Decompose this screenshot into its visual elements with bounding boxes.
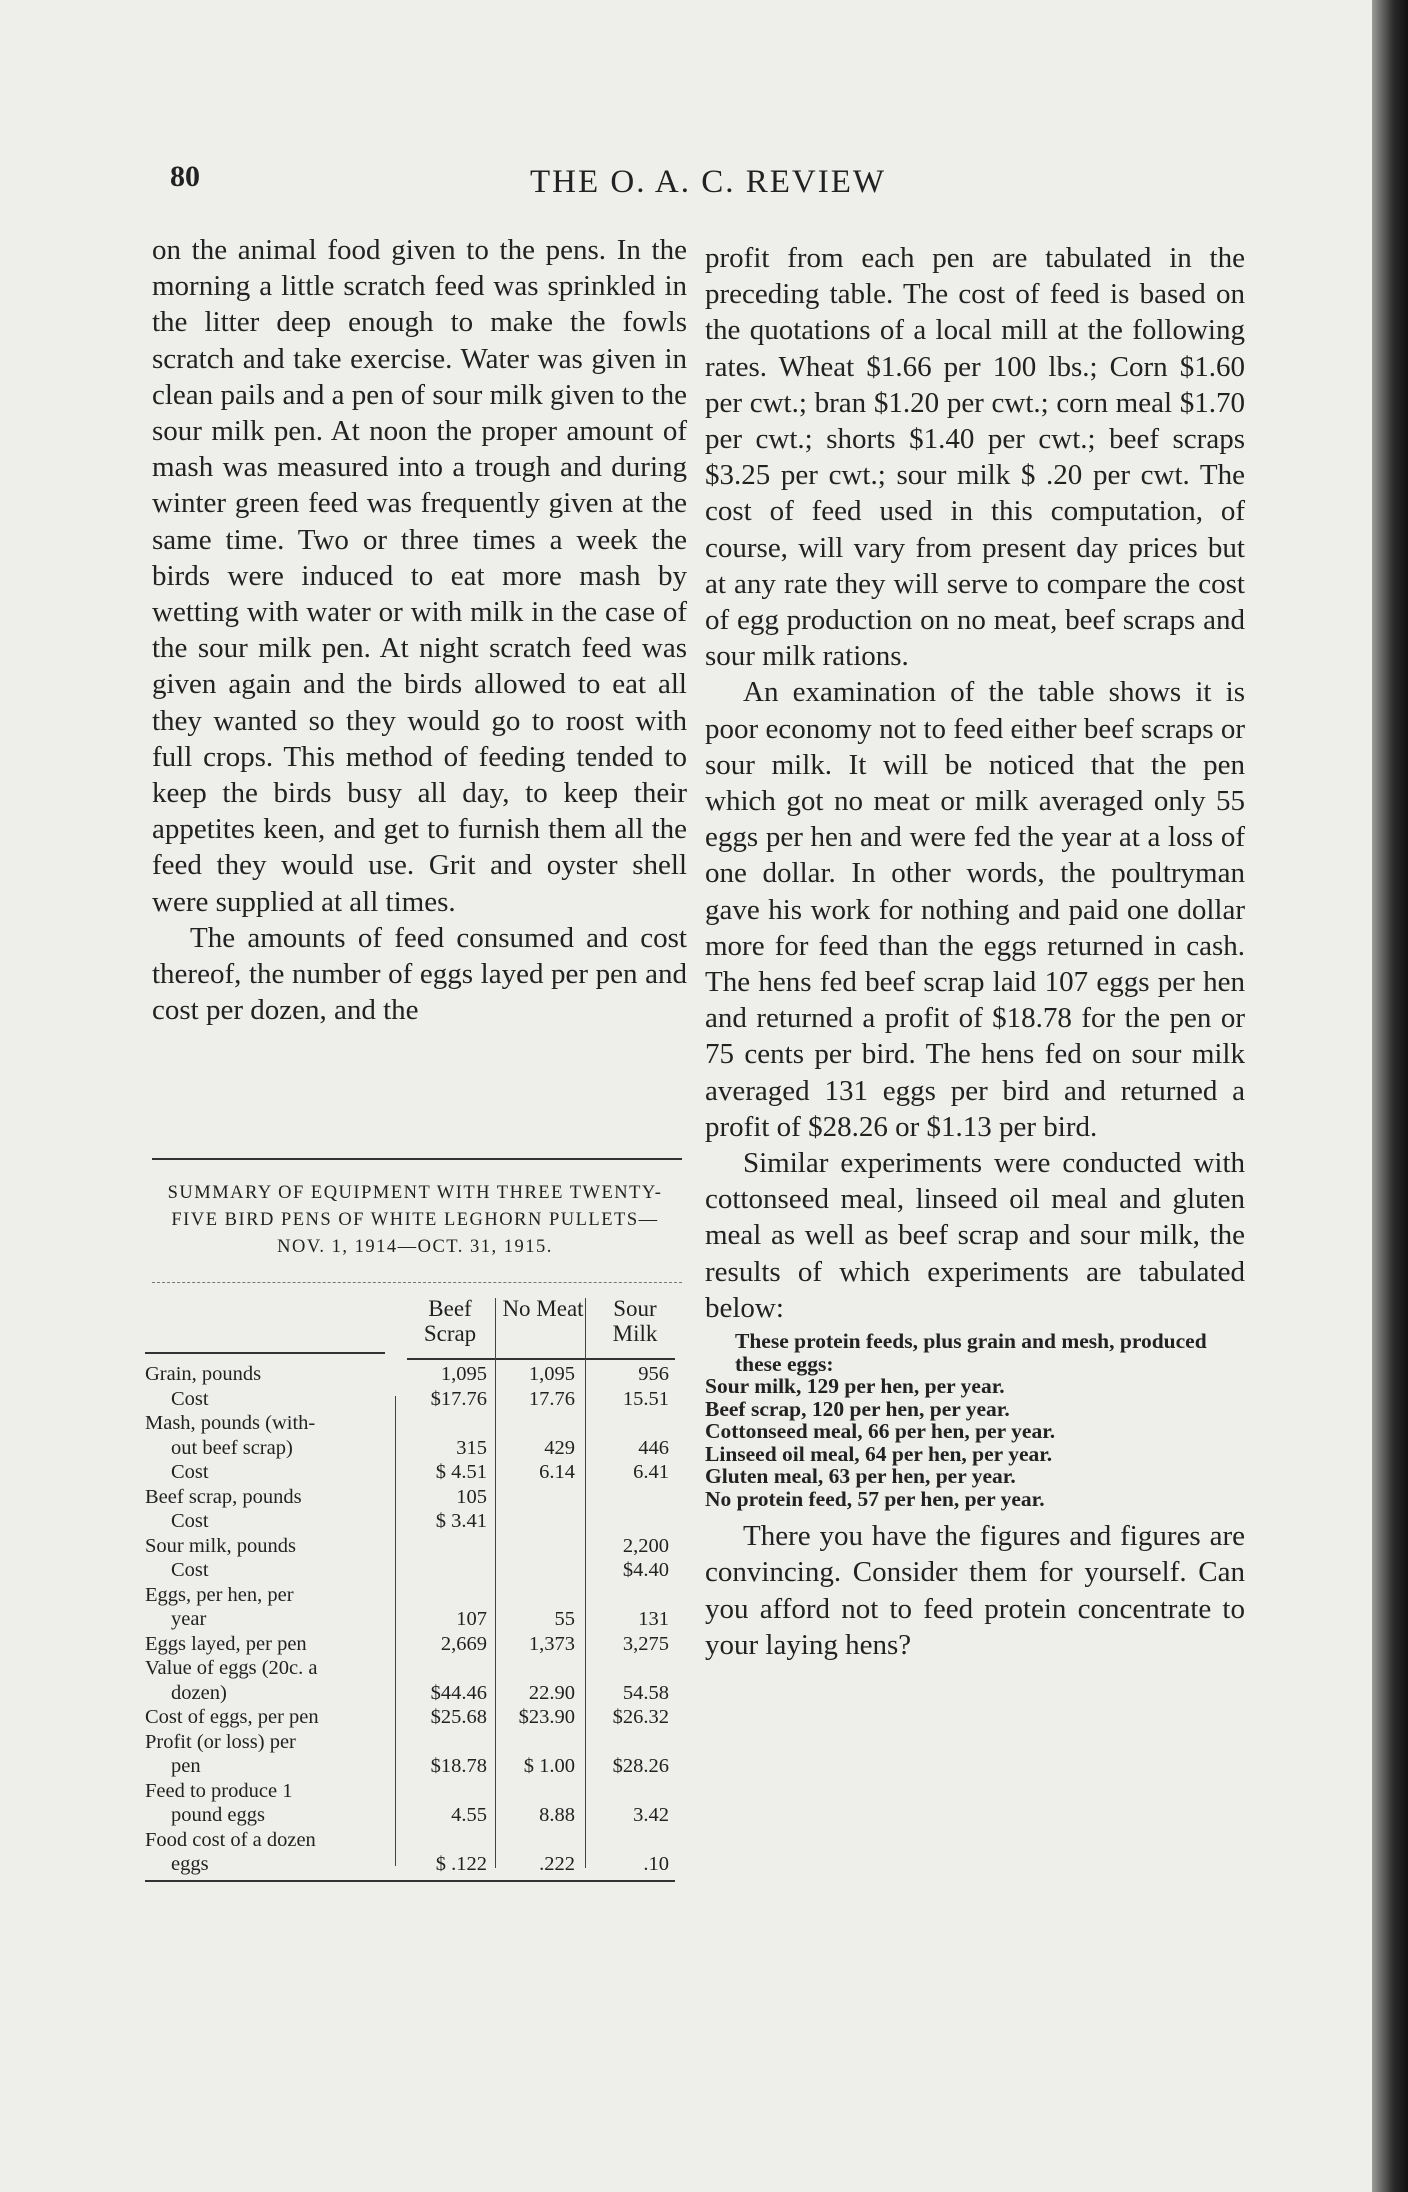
right-paragraph-3: Similar experiments were conducted with cottonseed meal, linseed oil meal and gluten meal as well as beef scrap and sour milk, the results of which experiments are tabulated below:	[705, 1147, 1245, 1324]
row-value: 2,200	[622, 1534, 669, 1557]
row-value: 55	[554, 1608, 575, 1630]
row-label: Cost of eggs, per pen	[145, 1706, 319, 1728]
table-row	[145, 1779, 675, 1804]
table-row	[145, 1632, 675, 1657]
column-header-no-meat: No Meat	[502, 1296, 584, 1321]
row-label: Value of eggs (20c. a	[145, 1657, 318, 1679]
row-value: 131	[638, 1608, 669, 1630]
row-label: Eggs layed, per pen	[145, 1632, 307, 1655]
table-row	[145, 1607, 675, 1632]
table-row	[145, 1558, 675, 1583]
table-caption-line: NOV. 1, 1914—OCT. 31, 1915.	[277, 1237, 553, 1257]
journal-title: THE O. A. C. REVIEW	[530, 164, 887, 200]
row-label: dozen)	[171, 1681, 227, 1704]
row-label: Beef scrap, pounds	[145, 1485, 302, 1508]
right-paragraph-2: An examination of the table shows it is poor economy not to feed either beef scraps or sour milk. It will be noticed that the pen which got no meat or milk averaged only 55 eggs per hen and were fed the year at a loss of one dollar. In other words, the poultryman gave his work for nothing and paid one dollar more for feed than the eggs returned in cash. The hens fed beef scrap laid 107 eggs per hen and returned a profit of $18.78 for the pen or 75 cents per bird. The hens fed on sour milk averaged 131 eggs per bird and returned a profit of $28.26 or $1.13 per bird.	[705, 676, 1245, 1143]
row-value: 1,095	[528, 1363, 575, 1385]
table-bottom-rule	[145, 1880, 675, 1882]
table-top-rule	[152, 1158, 682, 1160]
row-value: 429	[544, 1436, 575, 1459]
row-value: $25.68	[430, 1706, 487, 1728]
row-value: .10	[643, 1853, 669, 1875]
row-value: $ .122	[435, 1853, 487, 1875]
row-label: Food cost of a dozen	[145, 1828, 316, 1851]
table-caption	[145, 1180, 685, 1261]
table-row	[145, 1656, 675, 1681]
row-value: $17.76	[430, 1387, 487, 1410]
protein-result-item: Linseed oil meal, 64 per hen, per year.	[705, 1441, 1053, 1466]
closing-paragraph: There you have the figures and figures are convincing. Consider them for yourself. Can you afford not to feed protein concentrate to your laying hens?	[705, 1520, 1245, 1661]
table-row	[145, 1460, 675, 1485]
left-paragraph-1: on the animal food given to the pens. In the morning a little scratch feed was sprinkled in the litter deep enough to make the fowls scratch and take exercise. Water was given in clean pails and a pen of sour milk given to the sour milk pen. At noon the proper amount of mash was measured into a trough and during winter green feed was frequently given at the same time. Two or three times a week the birds were induced to eat more mash by wetting with water or with milk in the case of the sour milk pen. At night scratch feed was given again and the birds allowed to eat all they wanted so they would go to roost with full crops. This method of feeding tended to keep the birds busy all day, to keep their appetites keen, and get to furnish them all the feed they would use. Grit and oyster shell were supplied at all times.	[152, 234, 687, 918]
row-value: 2,669	[440, 1632, 487, 1655]
table-header-rule	[152, 1282, 682, 1283]
table-row	[145, 1436, 675, 1461]
table-row	[145, 1534, 675, 1559]
row-value: .222	[539, 1853, 575, 1875]
protein-result-item: Gluten meal, 63 per hen, per year.	[705, 1464, 1016, 1489]
row-value: $ 1.00	[523, 1755, 575, 1777]
row-value: 3.42	[633, 1804, 669, 1826]
table-row	[145, 1828, 675, 1853]
row-label: Sour milk, pounds	[145, 1534, 296, 1557]
table-row	[145, 1509, 675, 1534]
protein-result-item: Beef scrap, 120 per hen, per year.	[705, 1396, 1010, 1421]
table-body	[145, 1362, 675, 1877]
row-value: $44.46	[430, 1681, 487, 1704]
row-value: 1,373	[528, 1632, 575, 1655]
table-row	[145, 1730, 675, 1755]
row-label: out beef scrap)	[171, 1436, 293, 1459]
row-value: $ 4.51	[435, 1461, 487, 1483]
row-value: 8.88	[539, 1804, 575, 1826]
table-caption-line: FIVE BIRD PENS OF WHITE LEGHORN PULLETS—	[171, 1210, 659, 1230]
row-label: Eggs, per hen, per	[145, 1583, 294, 1606]
table-row	[145, 1803, 675, 1828]
left-paragraph-2: The amounts of feed consumed and cost thereof, the number of eggs layed per pen and cost per dozen, and the	[152, 921, 687, 1027]
row-value: 54.58	[622, 1681, 669, 1704]
book-spine-shadow	[1372, 0, 1408, 2192]
row-value: $23.90	[518, 1706, 575, 1728]
row-label: pound eggs	[171, 1804, 265, 1826]
protein-result-item: Cottonseed meal, 66 per hen, per year.	[705, 1419, 1056, 1444]
row-label: Mash, pounds (with-	[145, 1412, 316, 1434]
table-row	[145, 1411, 675, 1436]
left-column	[152, 232, 687, 1028]
row-value: 6.14	[539, 1461, 575, 1483]
row-label: year	[171, 1608, 207, 1630]
right-paragraph-1: profit from each pen are tabulated in the preceding table. The cost of feed is based on the quotations of a local mill at the following rates. Wheat $1.66 per 100 lbs.; Corn $1.60 per cwt.; bran $1.20 per cwt.; corn meal $1.70 per cwt.; shorts $1.40 per cwt.; beef scraps $3.25 per cwt.; sour milk $ .20 per cwt. The cost of feed used in this computation, of course, will vary from present day prices but at any rate they will serve to compare the cost of egg production on no meat, beef scraps and sour milk rations.	[705, 242, 1245, 673]
table-row	[145, 1583, 675, 1608]
page-header	[170, 160, 1260, 220]
column-header-sour-milk: Sour Milk	[612, 1296, 658, 1346]
row-value: $28.26	[612, 1755, 669, 1777]
row-label: Cost	[171, 1510, 209, 1532]
table-row	[145, 1387, 675, 1412]
row-value: 6.41	[633, 1461, 669, 1483]
right-column	[705, 240, 1245, 1663]
protein-intro: These protein feeds, plus grain and mesh, produced these eggs:	[735, 1329, 1207, 1376]
table-row	[145, 1705, 675, 1730]
table-row	[145, 1362, 675, 1387]
row-value: $ 3.41	[435, 1510, 487, 1532]
row-value: 315	[456, 1436, 487, 1459]
row-value: 1,095	[440, 1363, 487, 1385]
row-value: 4.55	[451, 1804, 487, 1826]
table-row	[145, 1852, 675, 1877]
protein-result-item: Sour milk, 129 per hen, per year.	[705, 1374, 1005, 1399]
header-underline	[407, 1358, 675, 1360]
row-label: Feed to produce 1	[145, 1779, 293, 1802]
protein-results	[705, 1330, 1245, 1510]
row-label: pen	[171, 1755, 201, 1777]
row-value: $18.78	[430, 1755, 487, 1777]
row-value: $26.32	[612, 1706, 669, 1728]
row-label: Cost	[171, 1387, 209, 1410]
row-value: 107	[456, 1608, 487, 1630]
row-value: 446	[638, 1436, 669, 1459]
row-value: 17.76	[528, 1387, 575, 1410]
table-row	[145, 1754, 675, 1779]
row-value: 956	[638, 1363, 669, 1385]
column-header-beef-scrap: Beef Scrap	[423, 1296, 477, 1346]
row-label: Cost	[171, 1559, 209, 1581]
table-row	[145, 1485, 675, 1510]
row-value: 15.51	[622, 1387, 669, 1410]
row-value: 22.90	[528, 1681, 575, 1704]
row-label: Profit (or loss) per	[145, 1730, 296, 1753]
table-caption-line: SUMMARY OF EQUIPMENT WITH THREE TWENTY-	[167, 1183, 663, 1203]
row-label: Cost	[171, 1461, 209, 1483]
page-number: 80	[170, 160, 200, 193]
label-column-rule	[145, 1352, 385, 1354]
table-row	[145, 1681, 675, 1706]
row-value: $4.40	[622, 1559, 669, 1581]
row-value: 105	[456, 1485, 487, 1508]
row-label: Grain, pounds	[145, 1363, 262, 1385]
protein-result-item: No protein feed, 57 per hen, per year.	[705, 1486, 1045, 1511]
table-header	[145, 1292, 675, 1360]
row-label: eggs	[171, 1853, 209, 1875]
row-value: 3,275	[622, 1632, 669, 1655]
